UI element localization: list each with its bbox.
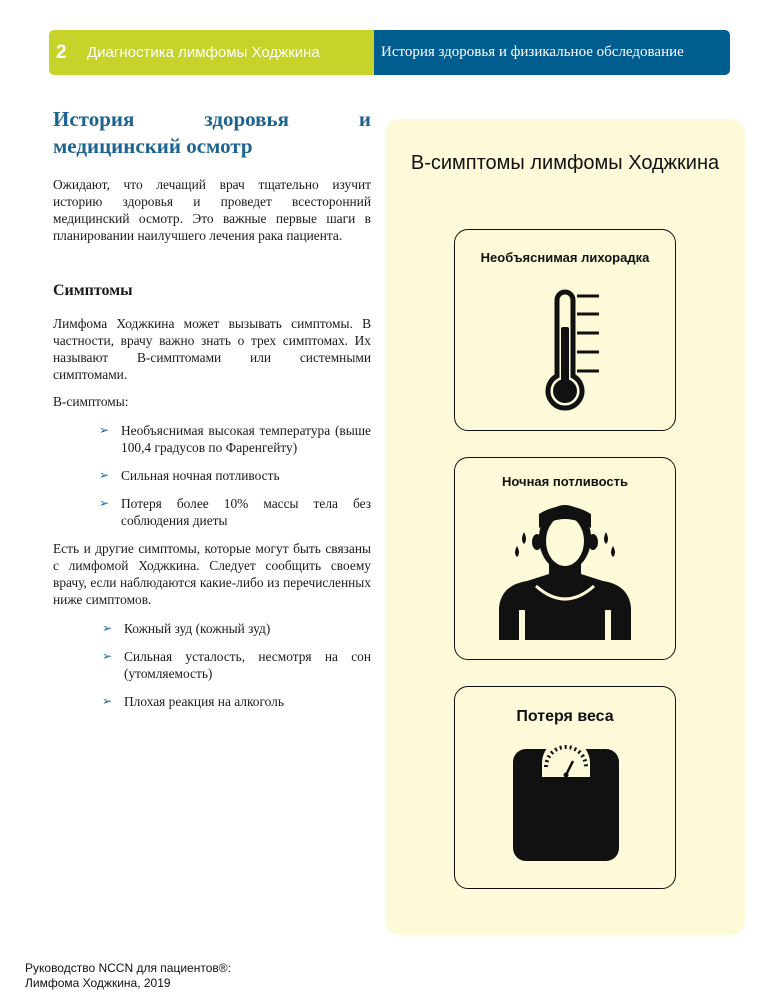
symptoms-paragraph: Лимфома Ходжкина может вызывать симптомы. В частности, врачу важно знать о трех симптомах. Их называют В-симптомами или системными симптомами.: [53, 316, 371, 382]
footer-line-1: Руководство NCCN для пациентов®:: [25, 961, 231, 975]
footer: [25, 961, 231, 991]
night-sweats-card: [454, 457, 676, 660]
list-item: ➢ Сильная усталость, несмотря на сон (утомляемость): [102, 649, 371, 681]
chapter-header: [49, 30, 730, 75]
list-item: ➢ Кожный зуд (кожный зуд): [102, 621, 271, 636]
other-symptoms-paragraph: Есть и другие симптомы, которые могут быть связаны с лимфомой Ходжкина. Следует сообщить своему врачу, если наблюдаются какие-либо из перечисленных ниже симптомов.: [53, 541, 371, 607]
section-title: История здоровья и физикальное обследование: [381, 44, 684, 60]
arrow-bullet-icon: ➢: [102, 649, 113, 663]
section-label: [374, 30, 730, 75]
arrow-bullet-icon: ➢: [99, 423, 110, 437]
list-item: ➢ Сильная ночная потливость: [99, 468, 280, 483]
chapter-title: Диагностика лимфомы Ходжкина: [87, 44, 320, 61]
arrow-bullet-icon: ➢: [99, 496, 110, 510]
arrow-bullet-icon: ➢: [102, 694, 113, 708]
weight-loss-card: [454, 686, 676, 889]
b-symptoms-list: [53, 422, 371, 529]
list-item: ➢ Плохая реакция на алкоголь: [102, 694, 284, 709]
main-column: [53, 106, 371, 721]
night-sweats-label: Ночная потливость: [502, 474, 628, 489]
b-symptoms-label: В-симптомы:: [53, 394, 129, 409]
page-title: История здоровья и медицинский осмотр: [53, 107, 371, 158]
panel-title: В-симптомы лимфомы Ходжкина: [410, 152, 720, 174]
chapter-label: [49, 30, 374, 75]
list-item: ➢ Потеря более 10% массы тела без соблюдения диеты: [99, 496, 371, 528]
weight-loss-label: Потеря веса: [516, 708, 614, 725]
intro-paragraph: Ожидают, что лечащий врач тщательно изучит историю здоровья и проведет всесторонний медицинский осмотр. Это важные первые шаги в планировании наилучшего лечения рака пациента.: [53, 177, 371, 243]
b-symptoms-panel: [385, 119, 745, 935]
other-symptoms-list: [53, 620, 371, 710]
list-item: ➢ Необъяснимая высокая температура (выше 100,4 градусов по Фаренгейту): [99, 423, 371, 455]
chapter-number: 2: [56, 41, 67, 63]
footer-line-2: Лимфома Ходжкина, 2019: [25, 976, 171, 990]
arrow-bullet-icon: ➢: [102, 621, 113, 635]
fever-card: [454, 229, 676, 431]
symptoms-heading: Симптомы: [53, 282, 133, 299]
arrow-bullet-icon: ➢: [99, 468, 110, 482]
fever-label: Необъяснимая лихорадка: [480, 250, 650, 265]
